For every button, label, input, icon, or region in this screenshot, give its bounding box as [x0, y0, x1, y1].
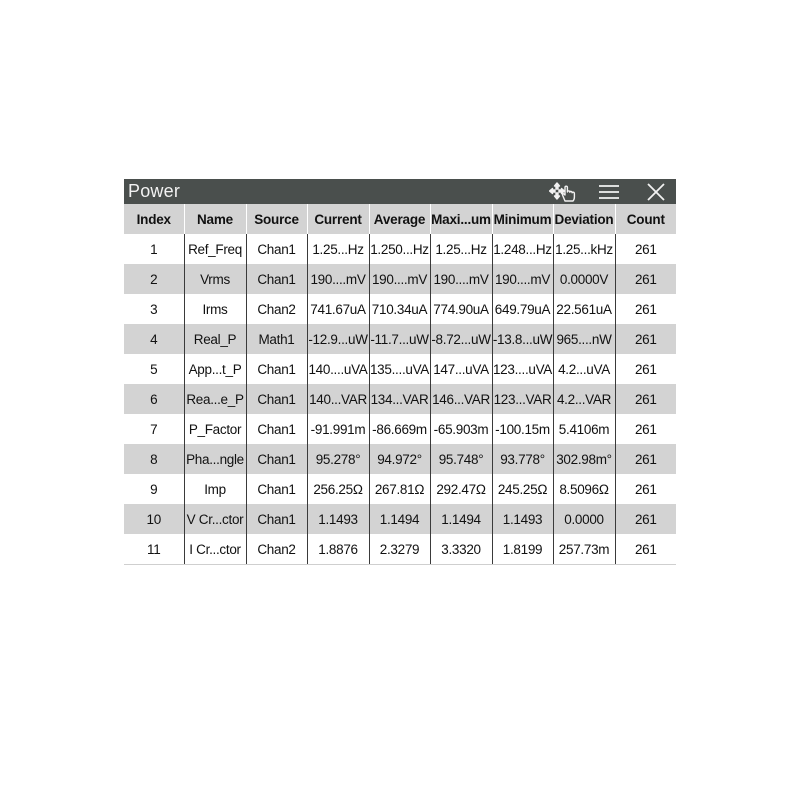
table-cell: 1.25...kHz: [553, 234, 615, 264]
table-cell: 5.4106m: [553, 414, 615, 444]
table-cell: 22.561uA: [553, 294, 615, 324]
table-cell: 190....mV: [492, 264, 553, 294]
table-cell: 9: [150, 481, 158, 497]
table-cell: -13.8...uW: [492, 324, 553, 354]
table-cell: P_Factor: [184, 414, 246, 444]
table-cell: 95.278°: [307, 444, 369, 474]
column-header[interactable]: Maxi...um: [430, 204, 492, 234]
table-cell: Chan1: [246, 504, 307, 534]
table-cell: Chan1: [246, 414, 307, 444]
table-cell: Rea...e_P: [184, 384, 246, 414]
table-bottom-divider: [124, 564, 676, 565]
table-cell: 261: [615, 324, 676, 354]
table-cell: Chan1: [246, 354, 307, 384]
table-cell: Irms: [184, 294, 246, 324]
table-cell: 2.3279: [369, 534, 430, 564]
table-cell: 140...VAR: [307, 384, 369, 414]
table-cell: 134...VAR: [369, 384, 430, 414]
table-cell: 2: [124, 264, 184, 294]
table-cell: -11.7...uW: [369, 324, 430, 354]
table-cell: 267.81Ω: [369, 474, 430, 504]
table-cell: 4: [124, 324, 184, 354]
table-cell: 1.1493: [492, 504, 553, 534]
table-row[interactable]: [124, 354, 676, 384]
table-cell: 8: [124, 444, 184, 474]
table-cell: 710.34uA: [369, 294, 430, 324]
table-cell: Pha...ngle: [184, 444, 246, 474]
table-cell: V Cr...ctor: [184, 504, 246, 534]
table-cell: 1.1494: [430, 504, 492, 534]
table-cell: -100.15m: [492, 414, 553, 444]
table-cell: 190....mV: [430, 264, 492, 294]
column-header[interactable]: Name: [184, 204, 246, 234]
table-cell: 965....nW: [553, 324, 615, 354]
table-cell: 1.1494: [369, 504, 430, 534]
table-cell: 261: [615, 384, 676, 414]
table-cell: -12.9...uW: [307, 324, 369, 354]
table-cell: 302.98m°: [553, 444, 615, 474]
table-cell: 4.2...VAR: [553, 384, 615, 414]
column-header[interactable]: Current: [307, 204, 369, 234]
close-icon[interactable]: [644, 179, 668, 204]
table-cell: 261: [615, 264, 676, 294]
table-header-row: [124, 204, 676, 234]
table-cell: 4.2...uVA: [553, 354, 615, 384]
table-cell: Chan1: [246, 384, 307, 414]
table-cell: 649.79uA: [492, 294, 553, 324]
table-cell: 190....mV: [369, 264, 430, 294]
table-cell: 256.25Ω: [307, 474, 369, 504]
table-cell: 93.778°: [492, 444, 553, 474]
table-cell: Chan1: [246, 474, 307, 504]
table-cell: I Cr...ctor: [184, 534, 246, 564]
table-row[interactable]: [124, 474, 676, 504]
window-title: Power: [128, 181, 181, 201]
table-row[interactable]: [124, 264, 676, 294]
table-cell: 7: [150, 421, 158, 437]
table-row[interactable]: [124, 324, 676, 354]
table-cell: -86.669m: [369, 414, 430, 444]
table-cell: 135....uVA: [369, 354, 430, 384]
column-header[interactable]: Count: [615, 204, 676, 234]
table-cell: Chan1: [246, 264, 307, 294]
table-cell: Chan2: [246, 534, 307, 564]
table-cell: 11: [147, 541, 161, 557]
table-cell: 8.5096Ω: [553, 474, 615, 504]
table-cell: -65.903m: [430, 414, 492, 444]
measurement-table: [124, 204, 676, 564]
table-cell: -91.991m: [307, 414, 369, 444]
table-row[interactable]: [124, 294, 676, 324]
table-cell: 261: [615, 234, 676, 264]
table-cell: 261: [615, 414, 676, 444]
table-cell: 140....uVA: [307, 354, 369, 384]
table-cell: 1.248...Hz: [492, 234, 553, 264]
table-cell: 261: [615, 294, 676, 324]
table-row[interactable]: [124, 444, 676, 474]
table-cell: Chan2: [246, 294, 307, 324]
table-row[interactable]: [124, 234, 676, 264]
table-cell: 292.47Ω: [430, 474, 492, 504]
table-cell: 10: [124, 504, 184, 534]
move-pan-icon[interactable]: [548, 179, 580, 204]
table-cell: Imp: [184, 474, 246, 504]
table-cell: 1: [150, 241, 158, 257]
table-cell: 3.3320: [430, 534, 492, 564]
table-row[interactable]: [124, 414, 676, 444]
table-cell: 774.90uA: [430, 294, 492, 324]
table-cell: 123....uVA: [492, 354, 553, 384]
table-row[interactable]: [124, 384, 676, 414]
table-cell: 261: [615, 474, 676, 504]
table-cell: Math1: [246, 324, 307, 354]
table-cell: 3: [150, 301, 158, 317]
table-cell: Real_P: [184, 324, 246, 354]
column-header[interactable]: Minimum: [492, 204, 553, 234]
table-cell: -8.72...uW: [430, 324, 492, 354]
table-cell: Ref_Freq: [184, 234, 246, 264]
table-cell: 0.0000V: [553, 264, 615, 294]
table-cell: 1.25...Hz: [430, 234, 492, 264]
table-cell: 1.8876: [307, 534, 369, 564]
table-cell: 146...VAR: [430, 384, 492, 414]
table-cell: 1.1493: [307, 504, 369, 534]
column-header[interactable]: Average: [369, 204, 430, 234]
column-header[interactable]: Deviation: [553, 204, 615, 234]
table-cell: 190....mV: [307, 264, 369, 294]
power-measurement-window: [124, 179, 676, 565]
table-cell: 1.250...Hz: [369, 234, 430, 264]
table-cell: 245.25Ω: [492, 474, 553, 504]
table-cell: 1.8199: [492, 534, 553, 564]
table-cell: Chan1: [246, 234, 307, 264]
table-cell: 257.73m: [553, 534, 615, 564]
table-cell: 261: [615, 504, 676, 534]
table-cell: Vrms: [184, 264, 246, 294]
table-cell: 6: [124, 384, 184, 414]
table-cell: 261: [615, 444, 676, 474]
table-cell: 261: [615, 354, 676, 384]
table-row[interactable]: [124, 504, 676, 534]
table-cell: 147...uVA: [430, 354, 492, 384]
window-titlebar[interactable]: [124, 179, 676, 204]
table-cell: Chan1: [246, 444, 307, 474]
table-cell: 741.67uA: [307, 294, 369, 324]
table-row[interactable]: [124, 534, 676, 564]
table-body: [124, 234, 676, 564]
table-cell: 0.0000: [553, 504, 615, 534]
table-cell: 5: [150, 361, 158, 377]
table-cell: 95.748°: [430, 444, 492, 474]
table-cell: 1.25...Hz: [307, 234, 369, 264]
table-cell: 94.972°: [369, 444, 430, 474]
table-cell: App...t_P: [184, 354, 246, 384]
hamburger-menu-icon[interactable]: [596, 179, 622, 204]
table-cell: 123...VAR: [492, 384, 553, 414]
column-header[interactable]: Source: [246, 204, 307, 234]
column-header[interactable]: Index: [124, 204, 184, 234]
table-cell: 261: [615, 534, 676, 564]
